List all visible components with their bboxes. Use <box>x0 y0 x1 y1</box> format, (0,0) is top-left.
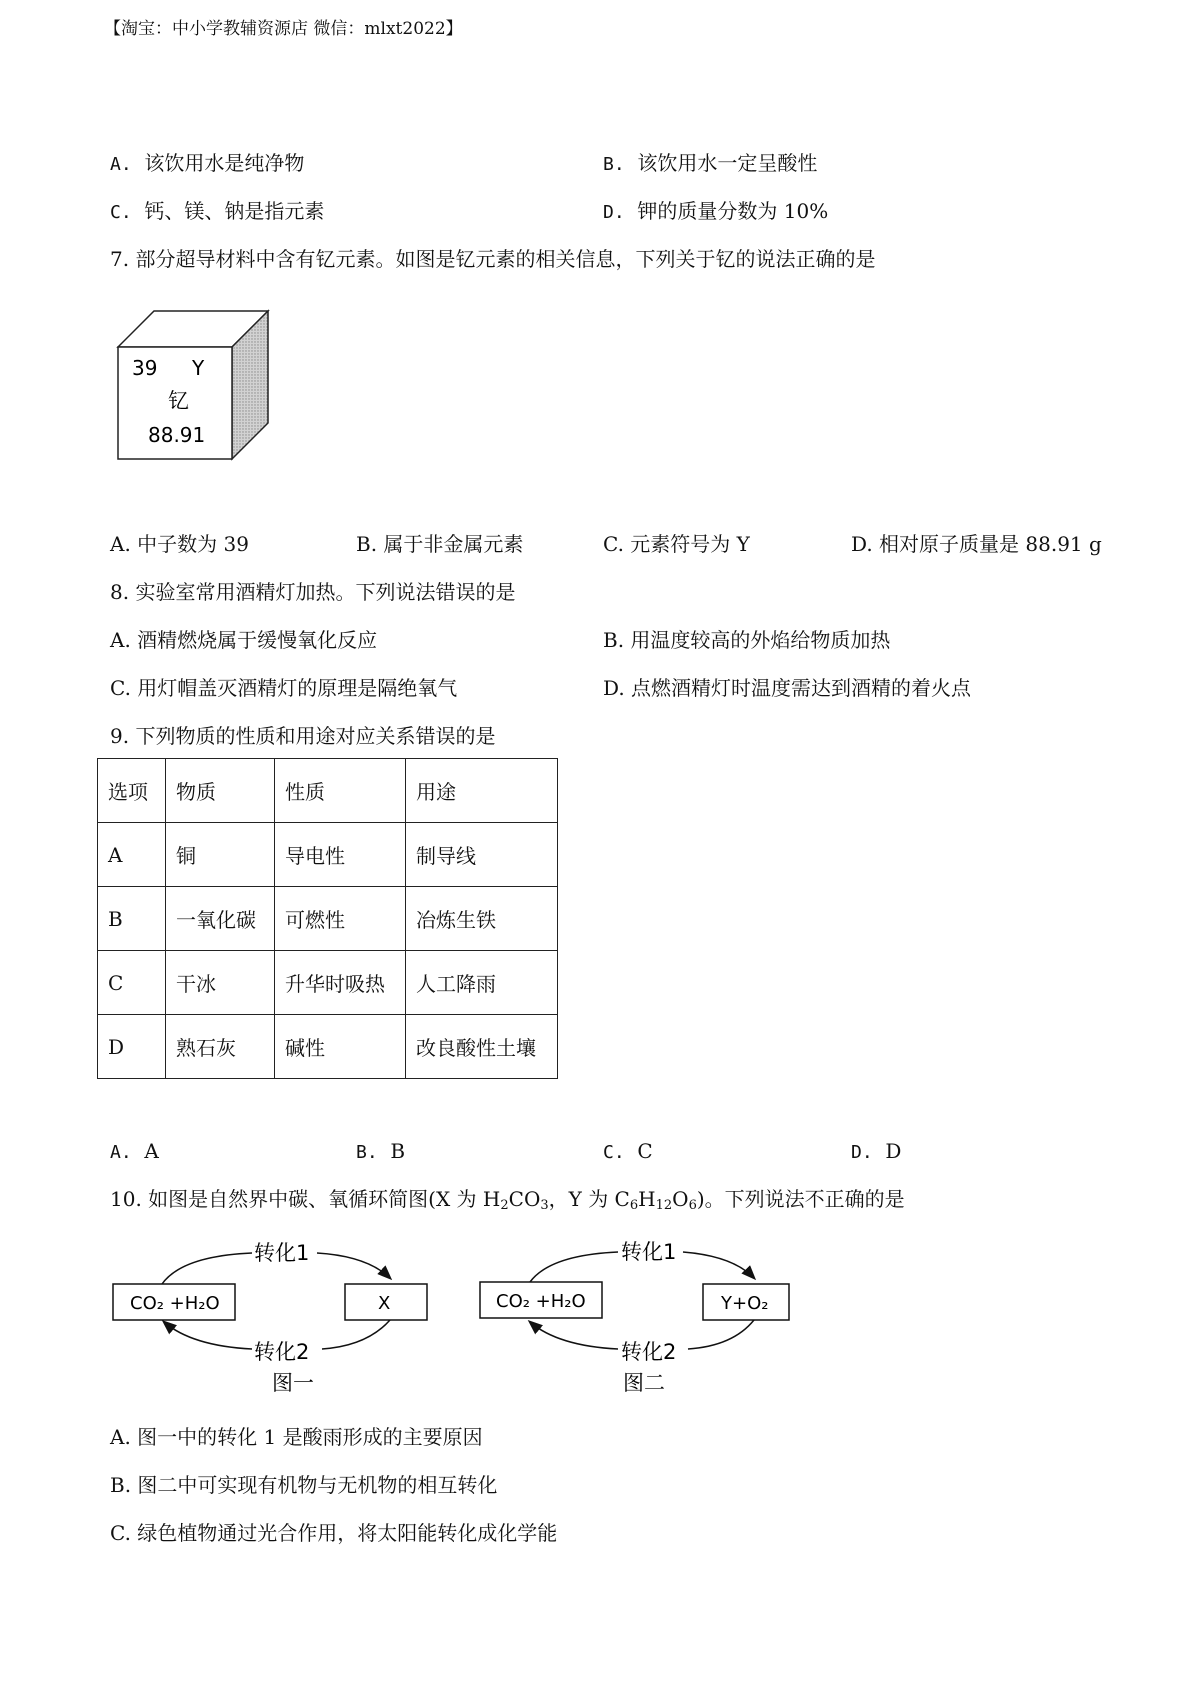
q8-option-a[interactable]: A. 酒精燃烧属于缓慢氧化反应 <box>110 628 378 652</box>
q9-option-c[interactable] <box>603 1139 653 1165</box>
table-row <box>98 1015 558 1079</box>
option-label: C. <box>110 202 132 223</box>
option-text: 钙、镁、钠是指元素 <box>144 199 325 223</box>
q9-option-b[interactable] <box>356 1139 405 1165</box>
option-label: D. <box>851 1142 873 1163</box>
table-cell: C <box>98 951 166 1015</box>
q7-stem: 7. 部分超导材料中含有钇元素。如图是钇元素的相关信息，下列关于钇的说法正确的是 <box>110 247 876 271</box>
q8-option-b[interactable]: B. 用温度较高的外焰给物质加热 <box>603 628 891 652</box>
table-cell: 人工降雨 <box>406 951 558 1015</box>
atomic-number: 39 <box>132 356 158 380</box>
option-text: 钾的质量分数为 10% <box>637 199 829 223</box>
cycle-diagram-1 <box>112 1238 432 1398</box>
q6-option-c[interactable] <box>110 199 324 225</box>
conversion-1-label: 转化1 <box>621 1240 677 1264</box>
top-arc-right <box>683 1252 754 1278</box>
option-text: A <box>144 1139 159 1163</box>
option-text: D <box>885 1139 902 1163</box>
q7-option-c[interactable]: C. 元素符号为 Y <box>603 532 750 556</box>
q10-option-c[interactable]: C. 绿色植物通过光合作用，将太阳能转化成化学能 <box>110 1521 558 1545</box>
reactant-box-text: CO₂ +H₂O <box>496 1291 586 1312</box>
q10-stem: 10. 如图是自然界中碳、氧循环简图(X 为 $H_2CO_3$，Y 为 $C_6H_{12}O_6$)。下列说法不正确的是 <box>110 1187 905 1213</box>
q6-option-d[interactable] <box>603 199 828 225</box>
table-cell: 熟石灰 <box>166 1015 275 1079</box>
q10-option-b[interactable]: B. 图二中可实现有机物与无机物的相互转化 <box>110 1473 498 1497</box>
q9-option-d[interactable] <box>851 1139 901 1165</box>
q7-option-b[interactable]: B. 属于非金属元素 <box>356 532 524 556</box>
page-header: 【淘宝：中小学教辅资源店 微信：mlxt2022】 <box>104 19 463 39</box>
q8-option-d[interactable]: D. 点燃酒精灯时温度需达到酒精的着火点 <box>603 676 972 700</box>
table-cell: 改良酸性土壤 <box>406 1015 558 1079</box>
table-cell: A <box>98 823 166 887</box>
bottom-arc-left <box>164 1322 252 1349</box>
bottom-arc-left <box>530 1322 618 1349</box>
atomic-mass: 88.91 <box>148 423 206 447</box>
option-text: C <box>637 1139 653 1163</box>
table-cell: 一氧化碳 <box>166 887 275 951</box>
q8-option-c[interactable]: C. 用灯帽盖灭酒精灯的原理是隔绝氧气 <box>110 676 458 700</box>
table-cell: 干冰 <box>166 951 275 1015</box>
top-arc-left <box>530 1252 618 1282</box>
element-name: 钇 <box>168 389 189 413</box>
option-label: C. <box>603 1142 625 1163</box>
table-cell: 制导线 <box>406 823 558 887</box>
q6-option-b[interactable] <box>603 151 817 177</box>
q7-option-a[interactable]: A. 中子数为 39 <box>110 532 249 556</box>
table-cell: 冶炼生铁 <box>406 887 558 951</box>
option-text: B <box>390 1139 406 1163</box>
q9-stem: 9. 下列物质的性质和用途对应关系错误的是 <box>110 724 496 748</box>
q7-option-d[interactable]: D. 相对原子质量是 88.91 g <box>851 532 1102 556</box>
conversion-1-label: 转化1 <box>254 1241 310 1265</box>
table-cell: 导电性 <box>275 823 406 887</box>
option-text: 该饮用水一定呈酸性 <box>637 151 818 175</box>
conversion-2-label: 转化2 <box>621 1340 677 1364</box>
q6-option-a[interactable] <box>110 151 304 177</box>
table-cell: B <box>98 887 166 951</box>
option-label: D. <box>603 202 625 223</box>
table-cell: D <box>98 1015 166 1079</box>
table-cell: 可燃性 <box>275 887 406 951</box>
top-arc-left <box>162 1253 252 1284</box>
table-row <box>98 887 558 951</box>
property-table <box>97 758 558 1079</box>
product-box-text: X <box>378 1293 391 1314</box>
option-label: A. <box>110 1142 132 1163</box>
q8-stem: 8. 实验室常用酒精灯加热。下列说法错误的是 <box>110 580 516 604</box>
table-cell: 碱性 <box>275 1015 406 1079</box>
option-label: B. <box>603 154 625 175</box>
table-header-row <box>98 759 558 823</box>
table-row <box>98 823 558 887</box>
option-label: B. <box>356 1142 378 1163</box>
conversion-2-label: 转化2 <box>254 1340 310 1364</box>
diagram-caption: 图二 <box>623 1371 665 1395</box>
reactant-box-text: CO₂ +H₂O <box>130 1293 220 1314</box>
option-label: A. <box>110 154 132 175</box>
cycle-diagram-2 <box>478 1238 798 1398</box>
element-cell-figure <box>116 308 274 462</box>
table-cell: 升华时吸热 <box>275 951 406 1015</box>
q9-option-a[interactable] <box>110 1139 159 1165</box>
table-header-cell: 物质 <box>166 759 275 823</box>
bottom-arc-right <box>322 1320 390 1349</box>
diagram-caption: 图一 <box>272 1371 314 1395</box>
table-header-cell: 性质 <box>275 759 406 823</box>
top-arc-right <box>317 1253 390 1278</box>
table-cell: 铜 <box>166 823 275 887</box>
q10-option-a[interactable]: A. 图一中的转化 1 是酸雨形成的主要原因 <box>110 1425 483 1449</box>
table-header-cell: 用途 <box>406 759 558 823</box>
table-row <box>98 951 558 1015</box>
table-header-cell: 选项 <box>98 759 166 823</box>
product-box-text: Y+O₂ <box>721 1293 769 1314</box>
element-symbol: Y <box>192 356 205 380</box>
option-text: 该饮用水是纯净物 <box>144 151 305 175</box>
bottom-arc-right <box>688 1320 754 1349</box>
